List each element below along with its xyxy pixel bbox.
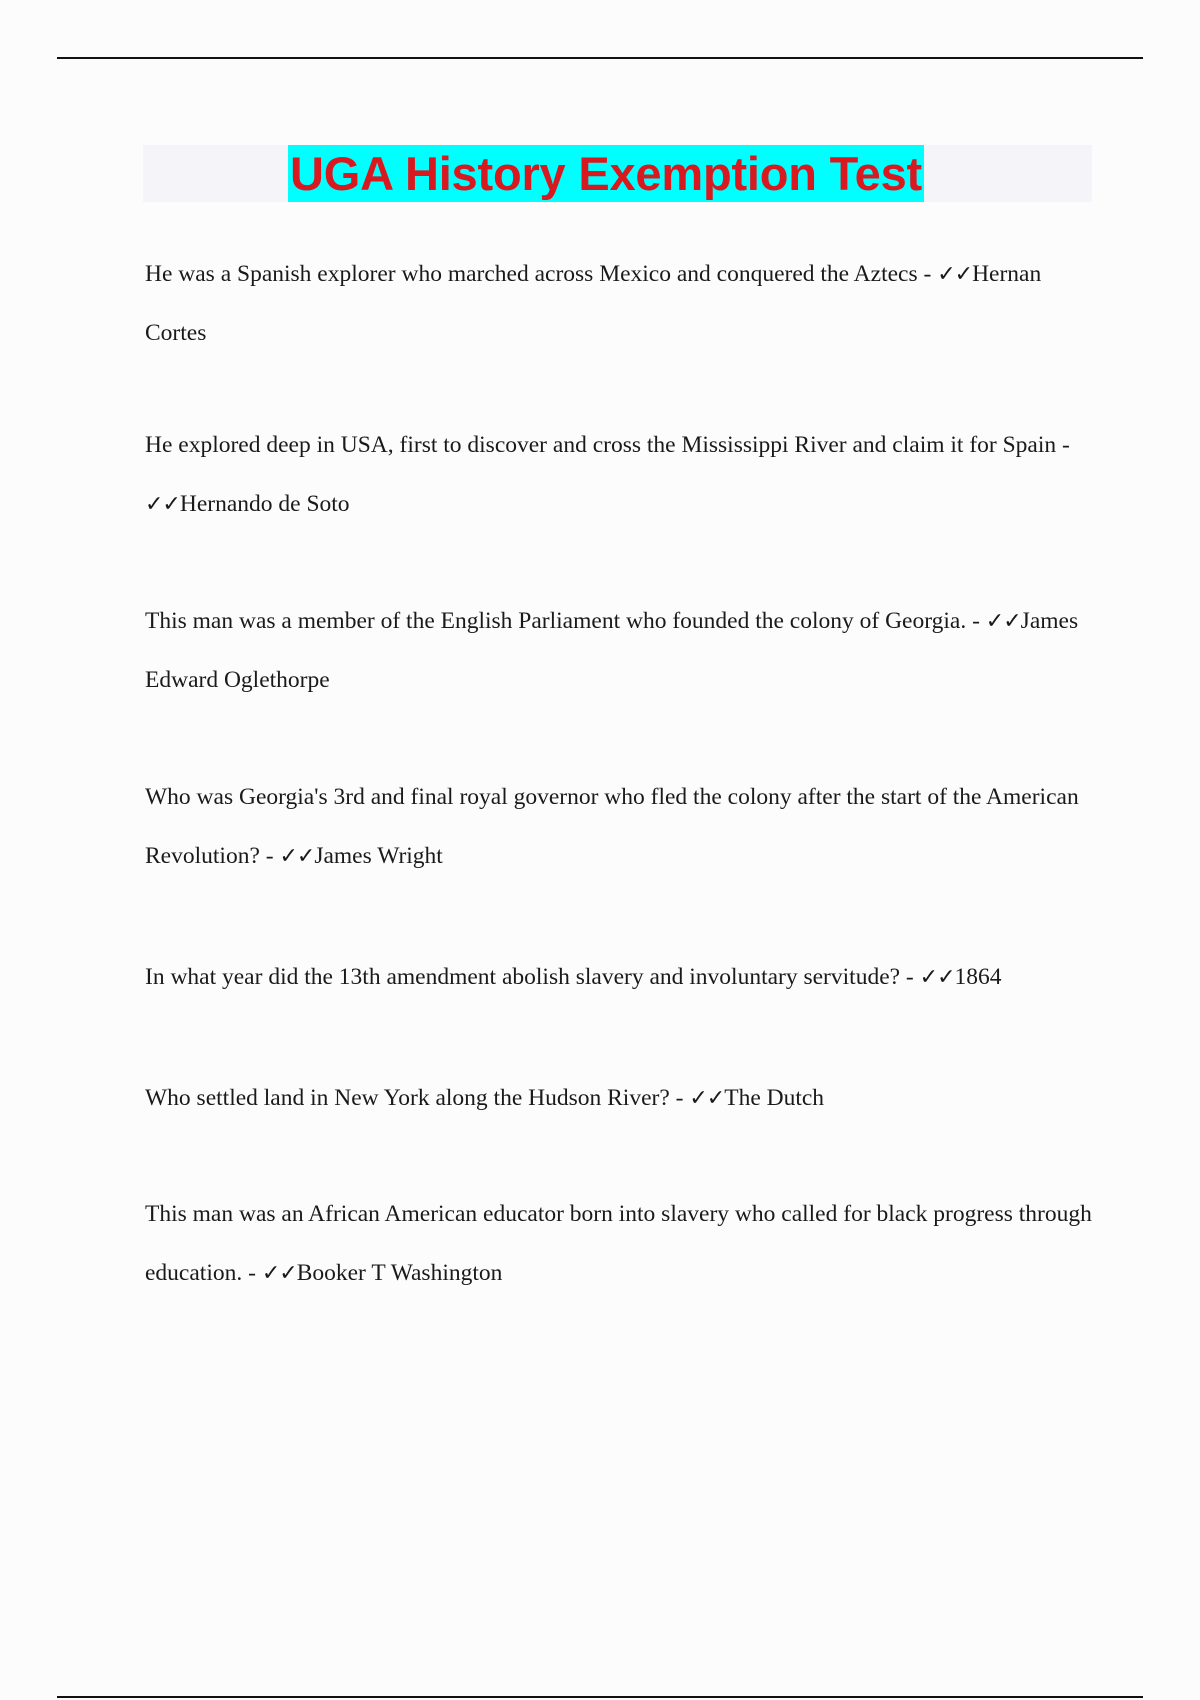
check-icon: ✓✓ xyxy=(937,262,973,287)
question-text: He explored deep in USA, first to discover and cross the Mississippi River and claim it for Spain - xyxy=(145,432,1070,458)
qa-item xyxy=(145,1185,1095,1303)
question-text: This man was a member of the English Parliament who founded the colony of Georgia. - xyxy=(145,608,986,634)
qa-item xyxy=(145,1069,1095,1128)
title-highlight xyxy=(288,145,924,202)
check-icon: ✓✓ xyxy=(145,492,180,517)
answer-text: Hernando de Soto xyxy=(179,491,350,517)
answer-text: The Dutch xyxy=(724,1085,825,1111)
question-text: He was a Spanish explorer who marched across Mexico and conquered the Aztecs - xyxy=(145,261,938,287)
qa-item xyxy=(145,592,1095,710)
check-icon: ✓✓ xyxy=(985,609,1021,634)
qa-item xyxy=(145,416,1095,534)
answer-text: James Edward Oglethorpe xyxy=(145,608,1079,693)
answer-text: James Wright xyxy=(314,843,443,869)
check-icon: ✓✓ xyxy=(279,844,315,869)
check-icon: ✓✓ xyxy=(689,1086,725,1111)
qa-item xyxy=(145,245,1095,363)
bottom-rule xyxy=(57,1696,1143,1698)
qa-item xyxy=(145,768,1095,886)
question-text: Who was Georgia's 3rd and final royal governor who fled the colony after the start of the American Revolution? - xyxy=(145,784,1079,869)
question-text: In what year did the 13th amendment abolish slavery and involuntary servitude? - xyxy=(145,964,920,990)
qa-item xyxy=(145,948,1095,1007)
top-rule xyxy=(57,57,1143,59)
question-text: Who settled land in New York along the Hudson River? - xyxy=(145,1085,690,1111)
answer-text: Booker T Washington xyxy=(296,1260,503,1286)
document-title: UGA History Exemption Test xyxy=(290,147,923,200)
check-icon: ✓✓ xyxy=(261,1261,297,1286)
check-icon: ✓✓ xyxy=(919,965,955,990)
answer-text: Hernan Cortes xyxy=(145,261,1042,346)
answer-text: 1864 xyxy=(954,964,1002,990)
question-text: This man was an African American educator born into slavery who called for black progress through education. - xyxy=(145,1201,1092,1286)
